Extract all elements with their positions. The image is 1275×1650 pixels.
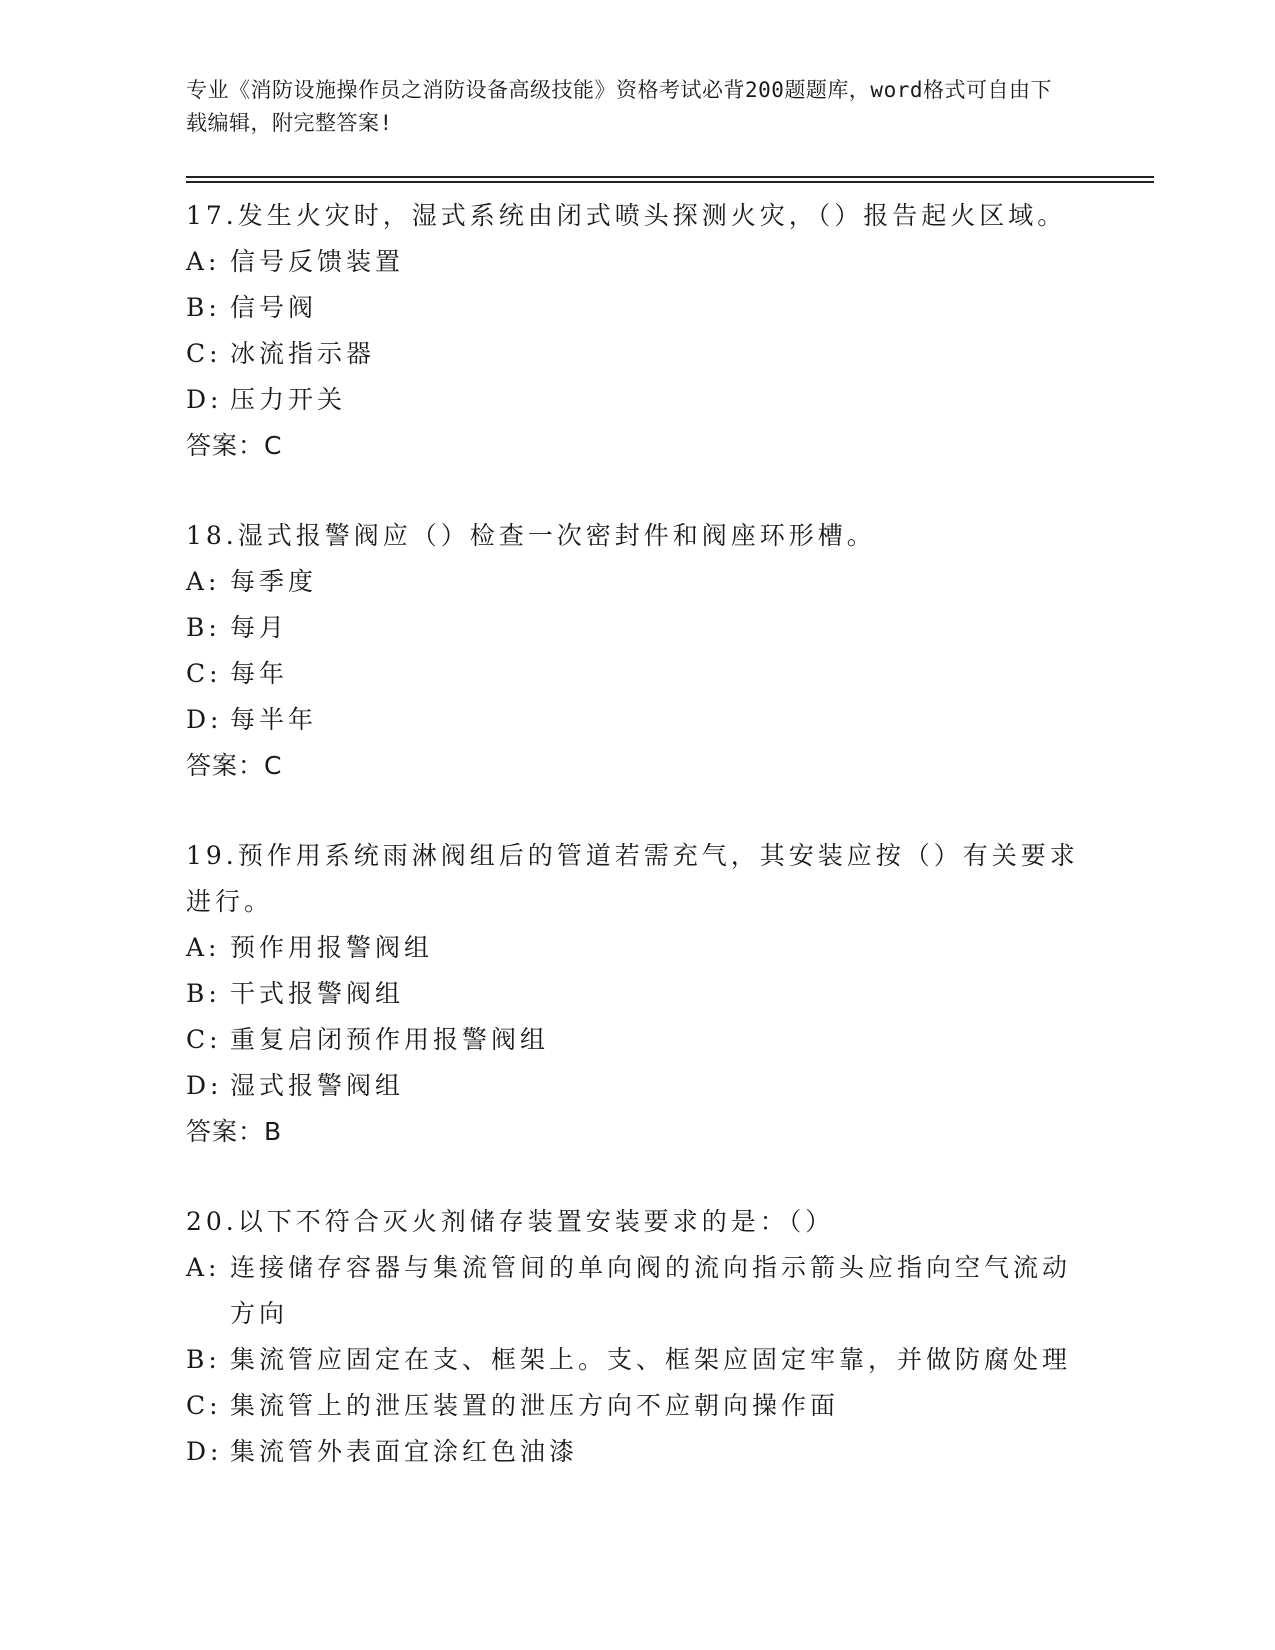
- option-text: 压力开关: [230, 385, 347, 414]
- option-key: C:: [186, 659, 222, 688]
- answer-line: 答案：B: [186, 1117, 283, 1146]
- option-a: [186, 925, 1086, 971]
- question-stem: 18.湿式报警阀应（）检查一次密封件和阀座环形槽。: [186, 521, 876, 550]
- option-text: 湿式报警阀组: [230, 1071, 405, 1100]
- option-key: C:: [186, 339, 222, 368]
- option-text: 信号反馈装置: [230, 247, 405, 276]
- option-d: [186, 1063, 1086, 1109]
- option-text: 预作用报警阀组: [230, 933, 434, 962]
- option-a: [186, 559, 1086, 605]
- option-key: D:: [186, 385, 223, 414]
- option-a: [186, 239, 1086, 285]
- header-divider-top: [186, 176, 1154, 178]
- option-b: [186, 285, 1086, 331]
- option-c: [186, 1017, 1086, 1063]
- option-text: 每季度: [230, 567, 318, 596]
- option-key: B:: [186, 1345, 221, 1374]
- option-key: A:: [186, 567, 221, 596]
- question-list: [186, 193, 1086, 1519]
- question-19: [186, 833, 1086, 1155]
- option-text: 每半年: [230, 705, 318, 734]
- option-key: A:: [186, 933, 221, 962]
- document-intro: 专业《消防设施操作员之消防设备高级技能》资格考试必背200题题库，word格式可自由下载编辑，附完整答案!: [186, 78, 1052, 135]
- option-text: 重复启闭预作用报警阀组: [230, 1025, 550, 1054]
- option-text: 干式报警阀组: [230, 979, 405, 1008]
- option-d: [186, 377, 1086, 423]
- option-b: [186, 971, 1086, 1017]
- answer-line: 答案：C: [186, 751, 283, 780]
- option-text: 集流管上的泄压装置的泄压方向不应朝向操作面: [230, 1391, 840, 1420]
- option-b: [186, 605, 1086, 651]
- option-text: 冰流指示器: [230, 339, 376, 368]
- option-c: [186, 331, 1086, 377]
- option-key: A:: [186, 247, 221, 276]
- option-text: 每年: [230, 659, 289, 688]
- option-text: 每月: [230, 613, 289, 642]
- option-c: [186, 1383, 1086, 1429]
- option-key: B:: [186, 613, 221, 642]
- question-stem: 17.发生火灾时，湿式系统由闭式喷头探测火灾，（）报告起火区域。: [186, 201, 1067, 230]
- option-key: D:: [186, 1437, 223, 1466]
- option-d: [186, 1429, 1086, 1475]
- option-key: C:: [186, 1025, 222, 1054]
- option-a: [186, 1245, 1086, 1337]
- option-d: [186, 697, 1086, 743]
- option-text: 集流管应固定在支、框架上。支、框架应固定牢靠，并做防腐处理: [230, 1345, 1072, 1374]
- option-b: [186, 1337, 1086, 1383]
- option-key: C:: [186, 1391, 222, 1420]
- option-key: B:: [186, 293, 221, 322]
- header-divider-bottom: [186, 181, 1154, 183]
- option-c: [186, 651, 1086, 697]
- question-stem: 20.以下不符合灭火剂储存装置安装要求的是：（）: [186, 1207, 835, 1236]
- option-text: 连接储存容器与集流管间的单向阀的流向指示箭头应指向空气流动方向: [230, 1253, 1072, 1328]
- option-key: B:: [186, 979, 221, 1008]
- question-stem: 19.预作用系统雨淋阀组后的管道若需充气，其安装应按（）有关要求进行。: [186, 841, 1079, 916]
- question-18: [186, 513, 1086, 789]
- question-20: [186, 1199, 1086, 1475]
- option-text: 集流管外表面宜涂红色油漆: [230, 1437, 579, 1466]
- answer-line: 答案：C: [186, 431, 283, 460]
- option-text: 信号阀: [230, 293, 318, 322]
- question-17: [186, 193, 1086, 469]
- option-key: D:: [186, 705, 223, 734]
- option-key: A:: [186, 1253, 221, 1282]
- option-key: D:: [186, 1071, 223, 1100]
